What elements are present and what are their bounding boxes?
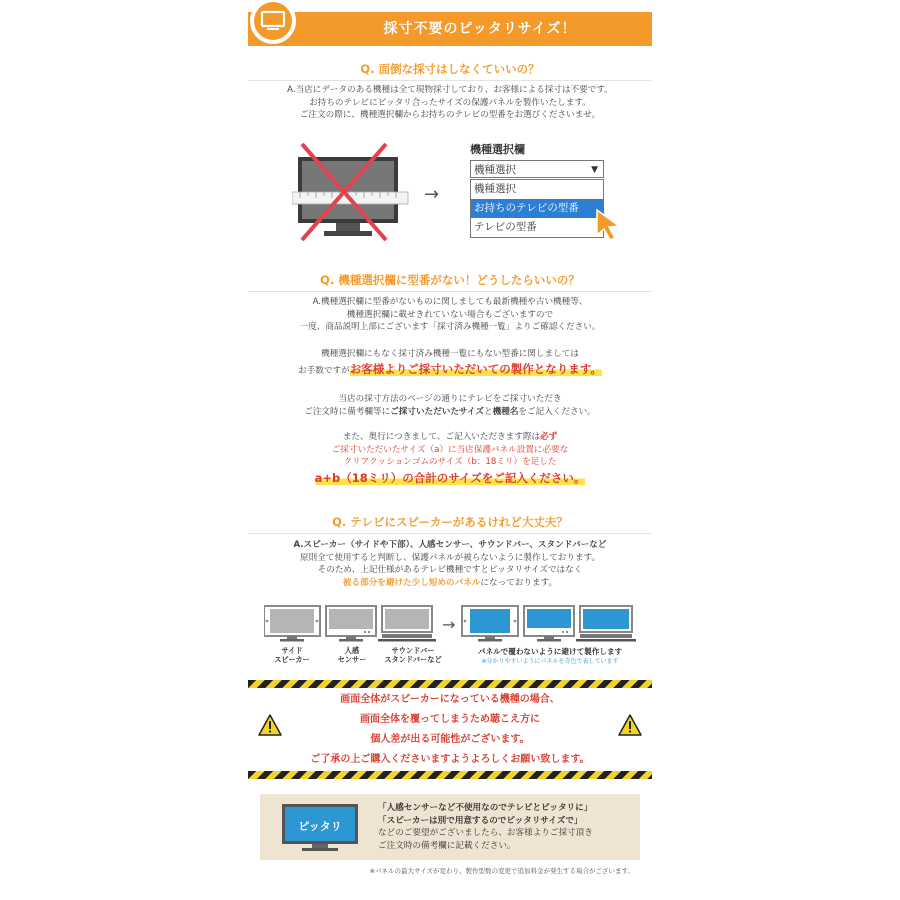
- answer-2-text: ご注文時に備考欄等に: [304, 406, 391, 417]
- answer-2-text: お手数ですが: [298, 365, 350, 376]
- answer-2-line: 機種選択欄にもなく採寸済み機種一覧にもない型番に関しましては: [321, 349, 579, 359]
- arrow-right-icon: →: [424, 184, 440, 205]
- answer-2-line: A.機種選択欄に型番がないものに関しましても最新機種や古い機種等、: [312, 297, 588, 307]
- answer-3-text: になっております。: [480, 577, 558, 588]
- answer-1-line: お持ちのテレビにピッタリ合ったサイズの保護パネルを製作いたします。: [309, 97, 591, 108]
- note-line: 「スピーカーは別で用意するのでピッタリサイズで」: [378, 815, 583, 826]
- answer-2-line: 当店の採寸方法のページの通りにテレビをご採寸いただき: [338, 394, 562, 404]
- hazard-stripe: [248, 680, 652, 688]
- hazard-stripe: [248, 771, 652, 779]
- answer-3: [248, 539, 652, 589]
- answer-1-line: A.当店にデータのある機種は全て現物採寸しており、お客様による採寸は不要です。: [287, 85, 613, 95]
- pittari-badge: [285, 818, 355, 834]
- header-banner: [248, 12, 652, 46]
- model-select[interactable]: [470, 160, 604, 178]
- answer-2-para-4: [248, 431, 652, 489]
- select-option-selected[interactable]: お持ちのテレビの型番: [471, 199, 603, 218]
- content-column: [248, 0, 652, 900]
- warning-text: [248, 690, 652, 770]
- note-line: ご注文時の備考欄に記載ください。: [378, 840, 516, 851]
- answer-1: [248, 84, 652, 122]
- answer-2: [248, 296, 652, 334]
- answer-2-bold: 機種名: [492, 406, 519, 417]
- warning-line: 個人差が出る可能性がございます。: [370, 734, 530, 745]
- selector-title: 機種選択欄: [470, 143, 525, 156]
- answer-3-line: そのため、上記仕様があるテレビ機種ですとピッタリサイズではなく: [317, 565, 583, 575]
- label-soundbar: サウンドバー スタンドバーなど: [384, 646, 442, 664]
- answer-2-red-line: クリアクッションゴムのサイズ（b：18ミリ）を足した: [343, 457, 557, 467]
- answer-2-para-3: [248, 393, 652, 418]
- divider: [248, 533, 652, 534]
- answer-2-para-2: [248, 348, 652, 379]
- question-2: Q. 機種選択欄に型番がない！どうしたらいいの？: [320, 273, 580, 287]
- answer-2-red: 必ず: [540, 432, 558, 442]
- warning-icon: [258, 714, 282, 736]
- highlight-text: お客様よりご採寸いただいての製作となります。: [349, 361, 602, 376]
- answer-1-line: ご注文の際に、機種選択欄からお持ちのテレビの型番をお選びくださいませ。: [299, 110, 601, 120]
- answer-3-orange: 被る部分を避けた少し短めのパネル: [342, 577, 481, 588]
- model-select-options: [470, 179, 604, 238]
- footnote: ※パネルの最大サイズが変わり、製作型数の変更で追加料金が発生する場合がございます。: [369, 867, 634, 875]
- answer-3-line: A.スピーカー（サイドや下部）、人感センサー、サウンドバー、スタンドバーなど: [293, 540, 607, 550]
- note-line: 「人感センサーなど不使用なのでテレビとピッタリに」: [378, 803, 593, 813]
- answer-2-text: と: [484, 406, 493, 417]
- label-side-speaker: サイド スピーカー: [274, 646, 310, 664]
- model-select-value: 機種選択: [474, 164, 516, 176]
- answer-2-bold: ご採寸いただいたサイズ: [390, 406, 485, 417]
- select-option[interactable]: テレビの型番: [474, 221, 537, 233]
- speaker-comparison-illustration: [264, 604, 636, 646]
- answer-3-line: 原則全て使用すると判断し、保護パネルが被らないように製作しております。: [299, 552, 601, 563]
- question-1: Q. 面倒な採寸はしなくていいの？: [360, 62, 540, 76]
- svg-text:→: →: [442, 615, 456, 634]
- label-sensor: 人感 センサー: [337, 646, 367, 664]
- warning-icon: [618, 714, 642, 736]
- crossed-tv-illustration: [292, 140, 418, 246]
- answer-2-red-line: ご採寸いただいたサイズ（a）に当店保護パネル設置に必要な: [331, 444, 569, 455]
- answer-2-text: をご記入ください。: [518, 406, 596, 417]
- warning-line: 画面全体がスピーカーになっている機種の場合、: [340, 694, 560, 705]
- divider: [248, 80, 652, 81]
- note-line: などのご要望がございましたら、お客様よりご採寸頂き: [378, 828, 593, 838]
- cursor-pointer-icon: [593, 208, 623, 242]
- badge-text: ピッタリ: [298, 820, 342, 833]
- dropdown-arrow-icon: ▼: [591, 165, 598, 175]
- answer-2-line: 機種選択欄に載せきれていない場合もございますので: [346, 309, 554, 320]
- label-result: パネルで覆わないように避けて製作します: [477, 647, 623, 656]
- note-text: [378, 802, 593, 852]
- banner-title: 採寸不要のピッタリサイズ！: [383, 21, 577, 37]
- answer-2-line: 一度、商品説明上部にございます「採寸済み機種一覧」よりご確認ください。: [299, 322, 601, 332]
- select-option[interactable]: 機種選択: [474, 183, 516, 195]
- warning-line: 画面全体を覆ってしまうため聴こえ方に: [360, 714, 540, 725]
- highlight-text: a+b（18ミリ）の合計のサイズをご記入ください。: [314, 470, 586, 485]
- custom-request-note: [260, 794, 640, 860]
- warning-line: ご了承の上ご購入くださいますようよろしくお願い致します。: [310, 754, 590, 765]
- question-3: Q. テレビにスピーカーがあるけれど大丈夫？: [332, 515, 568, 529]
- label-note: ※分かりやすいようにパネルを青色で表しています: [481, 658, 619, 665]
- answer-2-text: また、奥行につきまして、ご記入いただきます際は: [342, 432, 541, 442]
- divider: [248, 291, 652, 292]
- tv-icon: [250, 0, 296, 44]
